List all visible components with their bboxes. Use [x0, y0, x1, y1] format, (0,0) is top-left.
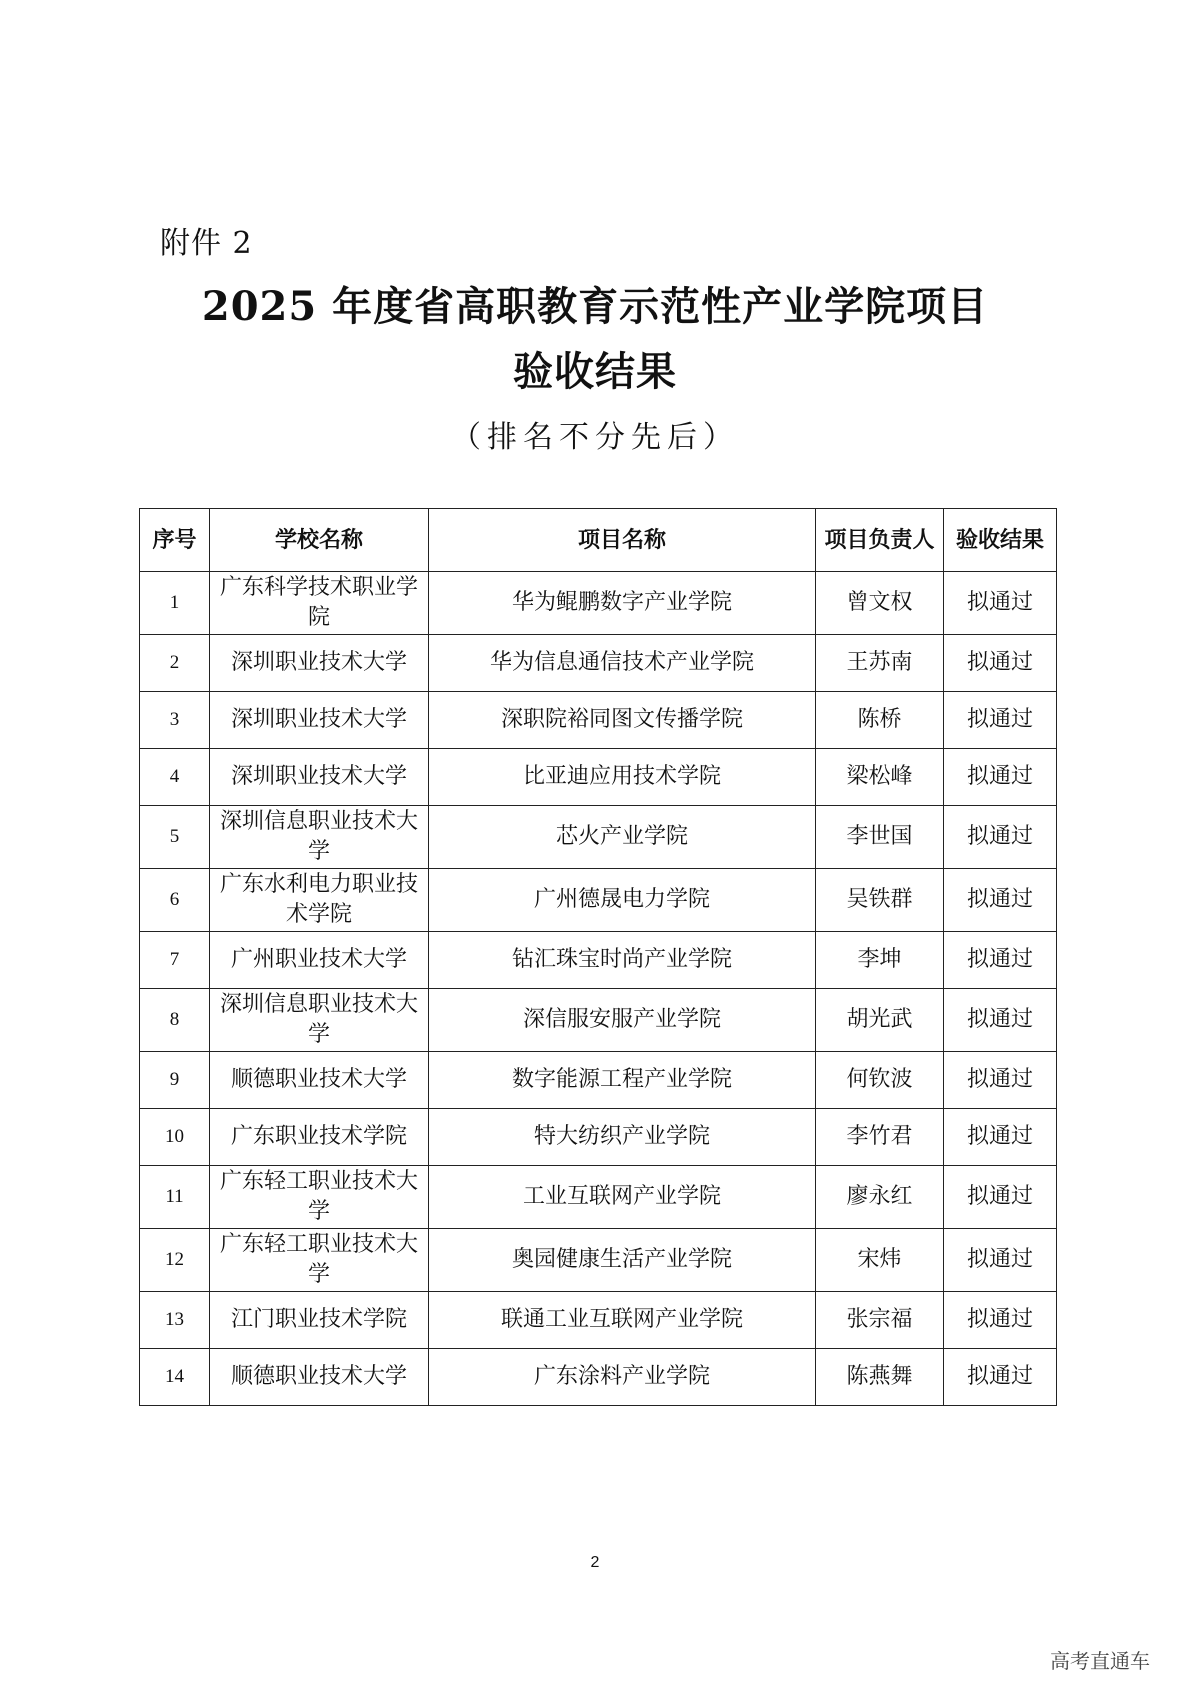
column-header-index: 序号 [140, 509, 210, 572]
row-index: 13 [140, 1292, 210, 1349]
row-index: 14 [140, 1349, 210, 1406]
row-result: 拟通过 [944, 1229, 1057, 1292]
row-result: 拟通过 [944, 869, 1057, 932]
row-leader: 张宗福 [816, 1292, 944, 1349]
row-leader: 何钦波 [816, 1052, 944, 1109]
row-school: 广东轻工职业技术大学 [210, 1166, 429, 1229]
row-index: 1 [140, 572, 210, 635]
row-project: 特大纺织产业学院 [429, 1109, 816, 1166]
watermark-text: 高考直通车 [1050, 1649, 1150, 1673]
row-project: 数字能源工程产业学院 [429, 1052, 816, 1109]
row-school: 广东轻工职业技术大学 [210, 1229, 429, 1292]
row-result: 拟通过 [944, 635, 1057, 692]
row-leader: 胡光武 [816, 989, 944, 1052]
row-leader: 王苏南 [816, 635, 944, 692]
row-result: 拟通过 [944, 806, 1057, 869]
table-row [140, 806, 1057, 869]
table-row [140, 635, 1057, 692]
row-leader: 廖永红 [816, 1166, 944, 1229]
row-project: 广州德晟电力学院 [429, 869, 816, 932]
row-school: 江门职业技术学院 [210, 1292, 429, 1349]
row-school: 广州职业技术大学 [210, 932, 429, 989]
page-number: 2 [590, 1554, 600, 1571]
row-project: 广东涂料产业学院 [429, 1349, 816, 1406]
row-school: 广东职业技术学院 [210, 1109, 429, 1166]
row-leader: 吴铁群 [816, 869, 944, 932]
row-project: 奥园健康生活产业学院 [429, 1229, 816, 1292]
row-result: 拟通过 [944, 572, 1057, 635]
row-school: 深圳信息职业技术大学 [210, 806, 429, 869]
row-leader: 宋炜 [816, 1229, 944, 1292]
row-index: 7 [140, 932, 210, 989]
row-project: 比亚迪应用技术学院 [429, 749, 816, 806]
row-index: 10 [140, 1109, 210, 1166]
row-index: 6 [140, 869, 210, 932]
table-row [140, 869, 1057, 932]
row-result: 拟通过 [944, 1166, 1057, 1229]
row-project: 华为鲲鹏数字产业学院 [429, 572, 816, 635]
row-result: 拟通过 [944, 989, 1057, 1052]
table-row [140, 1166, 1057, 1229]
table-row [140, 1349, 1057, 1406]
row-index: 2 [140, 635, 210, 692]
row-leader: 李坤 [816, 932, 944, 989]
column-header-result: 验收结果 [944, 509, 1057, 572]
row-result: 拟通过 [944, 1292, 1057, 1349]
column-header-project: 项目名称 [429, 509, 816, 572]
row-index: 3 [140, 692, 210, 749]
row-school: 顺德职业技术大学 [210, 1349, 429, 1406]
table-row [140, 572, 1057, 635]
row-index: 4 [140, 749, 210, 806]
row-project: 芯火产业学院 [429, 806, 816, 869]
table-row [140, 1292, 1057, 1349]
row-index: 9 [140, 1052, 210, 1109]
row-result: 拟通过 [944, 1052, 1057, 1109]
table-row [140, 692, 1057, 749]
row-index: 5 [140, 806, 210, 869]
column-header-school: 学校名称 [210, 509, 429, 572]
row-school: 深圳信息职业技术大学 [210, 989, 429, 1052]
table-row [140, 749, 1057, 806]
row-school: 深圳职业技术大学 [210, 692, 429, 749]
row-result: 拟通过 [944, 1349, 1057, 1406]
row-index: 8 [140, 989, 210, 1052]
row-leader: 梁松峰 [816, 749, 944, 806]
annex-label: 附件 2 [160, 226, 253, 261]
row-project: 深信服安服产业学院 [429, 989, 816, 1052]
row-project: 深职院裕同图文传播学院 [429, 692, 816, 749]
row-school: 深圳职业技术大学 [210, 749, 429, 806]
row-project: 华为信息通信技术产业学院 [429, 635, 816, 692]
row-school: 深圳职业技术大学 [210, 635, 429, 692]
row-result: 拟通过 [944, 692, 1057, 749]
table-header-row [140, 509, 1057, 572]
table-row [140, 932, 1057, 989]
row-school: 广东水利电力职业技术学院 [210, 869, 429, 932]
row-school: 广东科学技术职业学院 [210, 572, 429, 635]
row-school: 顺德职业技术大学 [210, 1052, 429, 1109]
row-leader: 陈燕舞 [816, 1349, 944, 1406]
table-row [140, 1109, 1057, 1166]
row-leader: 李世国 [816, 806, 944, 869]
table-row [140, 1052, 1057, 1109]
row-index: 11 [140, 1166, 210, 1229]
row-leader: 李竹君 [816, 1109, 944, 1166]
table-row [140, 1229, 1057, 1292]
row-result: 拟通过 [944, 1109, 1057, 1166]
row-leader: 曾文权 [816, 572, 944, 635]
document-title-line1: 2025 年度省高职教育示范性产业学院项目 [201, 283, 989, 330]
row-leader: 陈桥 [816, 692, 944, 749]
table-row [140, 989, 1057, 1052]
row-project: 联通工业互联网产业学院 [429, 1292, 816, 1349]
row-result: 拟通过 [944, 749, 1057, 806]
document-subtitle: （排名不分先后） [451, 420, 739, 455]
column-header-leader: 项目负责人 [816, 509, 944, 572]
row-project: 工业互联网产业学院 [429, 1166, 816, 1229]
row-index: 12 [140, 1229, 210, 1292]
document-title-line2: 验收结果 [513, 348, 677, 395]
results-table [139, 508, 1057, 1406]
row-project: 钻汇珠宝时尚产业学院 [429, 932, 816, 989]
row-result: 拟通过 [944, 932, 1057, 989]
